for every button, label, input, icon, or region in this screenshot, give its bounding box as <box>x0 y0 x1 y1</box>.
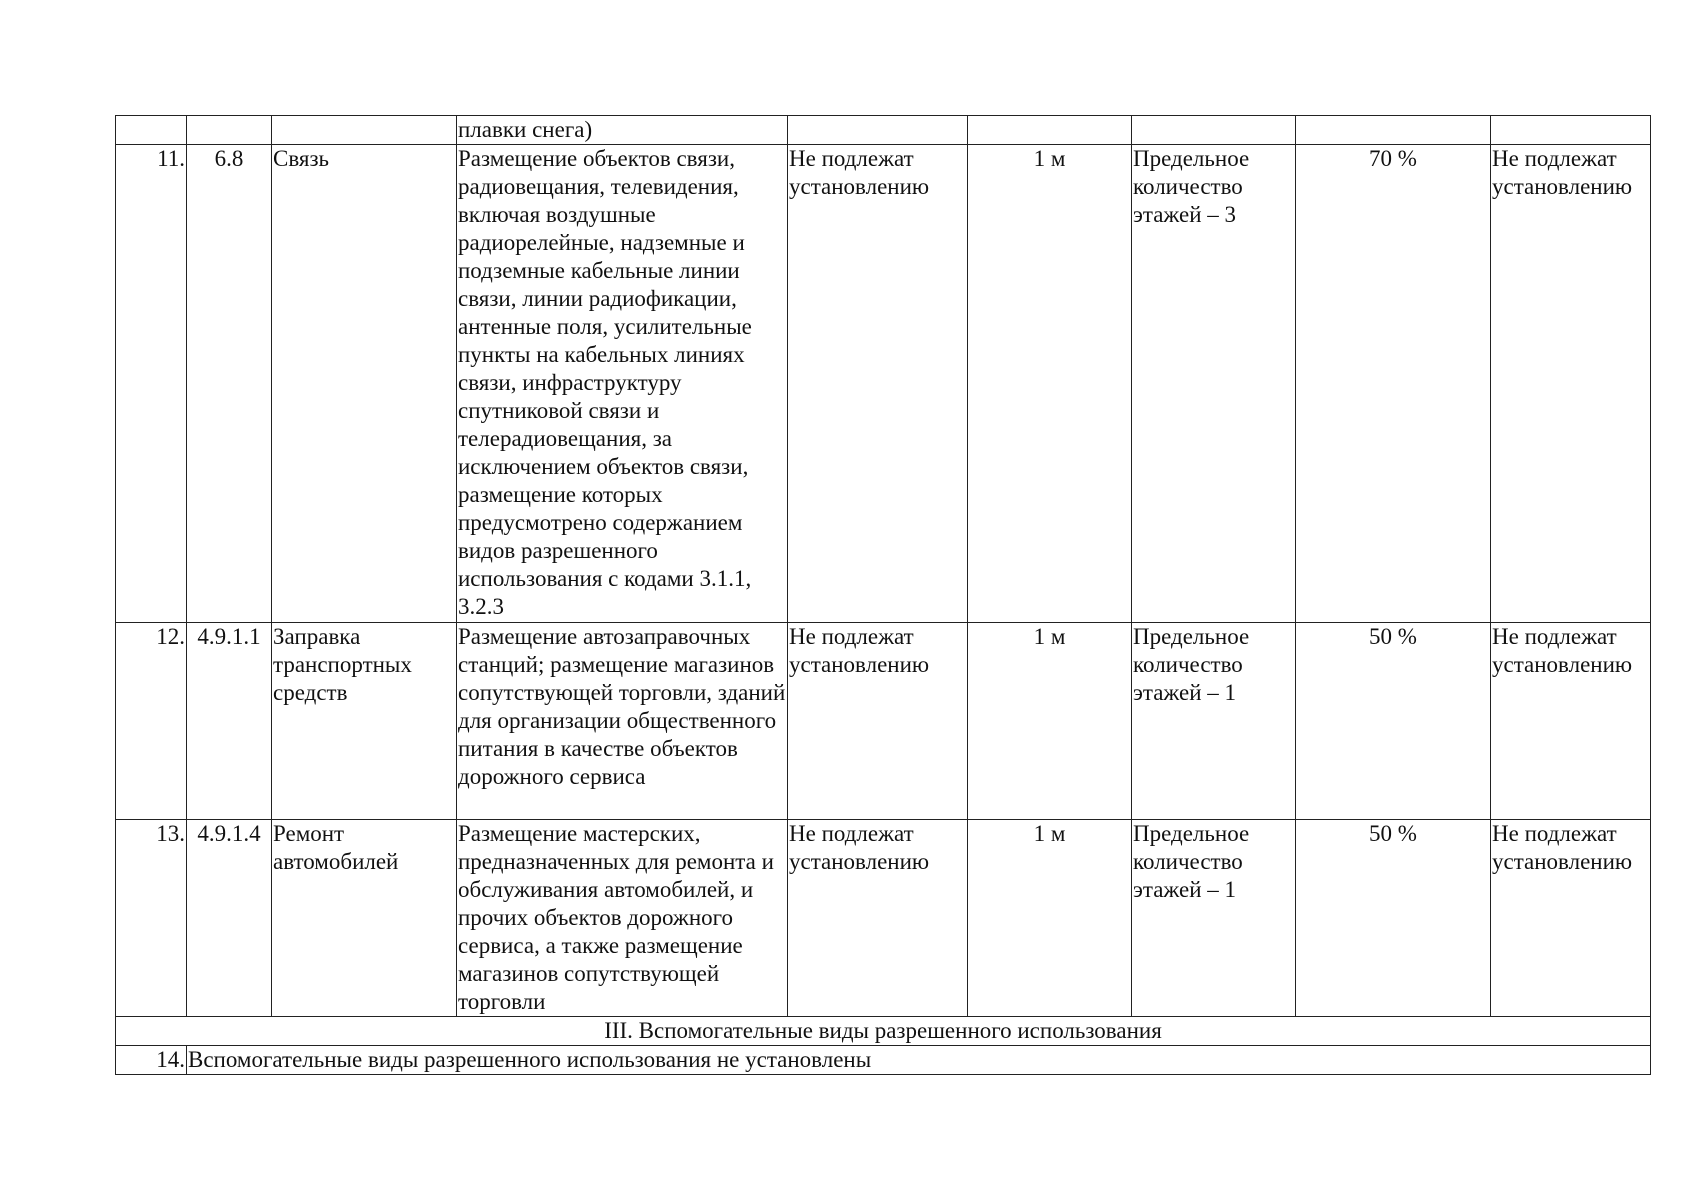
coverage-cell: 70 % <box>1296 145 1491 623</box>
plot-size-cell <box>788 116 968 145</box>
setback-cell <box>968 116 1132 145</box>
section-heading: III. Вспомогательные виды разрешенного использования <box>116 1017 1651 1046</box>
setback-cell: 1 м <box>968 820 1132 1017</box>
name-cell: Связь <box>272 145 457 623</box>
merged-text-cell: Вспомогательные виды разрешенного использования не установлены <box>187 1046 1651 1075</box>
plot-size-cell: Не подлежат установлению <box>788 820 968 1017</box>
name-cell: Ремонт автомобилей <box>272 820 457 1017</box>
floors-cell: Предельное количество этажей – 1 <box>1132 623 1296 820</box>
plot-size-cell: Не подлежат установлению <box>788 145 968 623</box>
table-row <box>116 116 1651 145</box>
setback-cell: 1 м <box>968 623 1132 820</box>
other-cell: Не подлежат установлению <box>1491 623 1651 820</box>
other-cell <box>1491 116 1651 145</box>
table-row <box>116 623 1651 820</box>
code-cell: 6.8 <box>187 145 272 623</box>
name-cell: Заправка транспортных средств <box>272 623 457 820</box>
code-cell <box>187 116 272 145</box>
row-number-cell: 13. <box>116 820 187 1017</box>
coverage-cell <box>1296 116 1491 145</box>
table-row <box>116 145 1651 623</box>
other-cell: Не подлежат установлению <box>1491 820 1651 1017</box>
section-heading-row <box>116 1017 1651 1046</box>
code-cell: 4.9.1.1 <box>187 623 272 820</box>
row-number-cell <box>116 116 187 145</box>
setback-cell: 1 м <box>968 145 1132 623</box>
name-cell <box>272 116 457 145</box>
description-cell: Размещение автозаправочных станций; размещение магазинов сопутствующей торговли, зданий для организации общественного питания в качестве объектов дорожного сервиса <box>457 623 788 820</box>
coverage-cell: 50 % <box>1296 623 1491 820</box>
description-cell: плавки снега) <box>457 116 788 145</box>
row-number-cell: 12. <box>116 623 187 820</box>
description-cell: Размещение объектов связи, радиовещания, телевидения, включая воздушные радиорелейные, надземные и подземные кабельные линии связи, линии радиофикации, антенные поля, усилительные пункты на кабельных линиях связи, инфраструктуру спутниковой связи и телерадиовещания, за исключением объектов связи, размещение которых предусмотрено содержанием видов разрешенного использования с кодами 3.1.1, 3.2.3 <box>457 145 788 623</box>
plot-size-cell: Не подлежат установлению <box>788 623 968 820</box>
floors-cell <box>1132 116 1296 145</box>
coverage-cell: 50 % <box>1296 820 1491 1017</box>
row-number-cell: 14. <box>116 1046 187 1075</box>
description-cell: Размещение мастерских, предназначенных для ремонта и обслуживания автомобилей, и прочих объектов дорожного сервиса, а также размещение магазинов сопутствующей торговли <box>457 820 788 1017</box>
row-number-cell: 11. <box>116 145 187 623</box>
other-cell: Не подлежат установлению <box>1491 145 1651 623</box>
code-cell: 4.9.1.4 <box>187 820 272 1017</box>
floors-cell: Предельное количество этажей – 3 <box>1132 145 1296 623</box>
table-row <box>116 820 1651 1017</box>
table-row <box>116 1046 1651 1075</box>
floors-cell: Предельное количество этажей – 1 <box>1132 820 1296 1017</box>
land-use-table <box>115 115 1651 1075</box>
